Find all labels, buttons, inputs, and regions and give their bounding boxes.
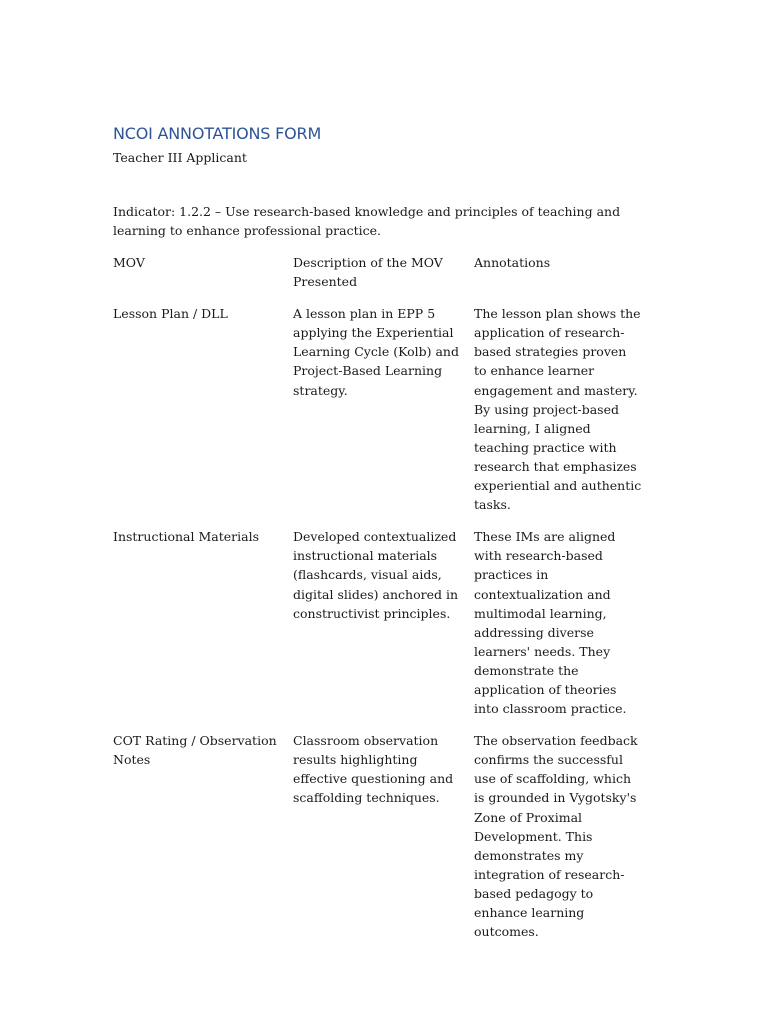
cell-mov: Lesson Plan / DLL [113, 306, 228, 322]
annotations-table [113, 253, 653, 954]
table-row [113, 527, 653, 718]
indicator-text: Indicator: 1.2.2 – Use research-based knowledge and principles of teaching and learning to enhance professional practice. [113, 204, 621, 238]
cell-description: A lesson plan in EPP 5 applying the Experiential Learning Cycle (Kolb) and Project-Based Learning strategy. [293, 306, 459, 398]
table-row [113, 304, 653, 514]
form-title: NCOI ANNOTATIONS FORM [113, 124, 322, 143]
cell-annotation: These IMs are aligned with research-based practices in contextualization and multimodal learning, addressing diverse learners' needs. They demonstrate the application of theories into classroom practice. [474, 529, 627, 717]
header-description: Description of the MOV Presented [293, 255, 443, 290]
header-annotations: Annotations [474, 255, 551, 270]
cell-mov: COT Rating / Observation Notes [113, 733, 277, 768]
cell-annotation: The lesson plan shows the application of research-based strategies proven to enhance learner engagement and mastery. By using project-based learning, I aligned teaching practice with research that emphasizes experiential and authentic tasks. [474, 306, 642, 513]
cell-annotation: The observation feedback confirms the successful use of scaffolding, which is grounded in Vygotsky's Zone of Proximal Development. This demonstrates my integration of research-based pedagogy to enhance learning outcomes. [474, 733, 638, 940]
header-mov: MOV [113, 255, 145, 270]
form-subtitle: Teacher III Applicant [113, 150, 247, 165]
cell-mov: Instructional Materials [113, 529, 259, 545]
cell-description: Developed contextualized instructional materials (flashcards, visual aids, digital slides) anchored in constructivist principles. [293, 529, 458, 621]
cell-description: Classroom observation results highlighting effective questioning and scaffolding techniques. [293, 733, 454, 806]
table-row [113, 731, 653, 941]
table-header-row [113, 253, 653, 291]
